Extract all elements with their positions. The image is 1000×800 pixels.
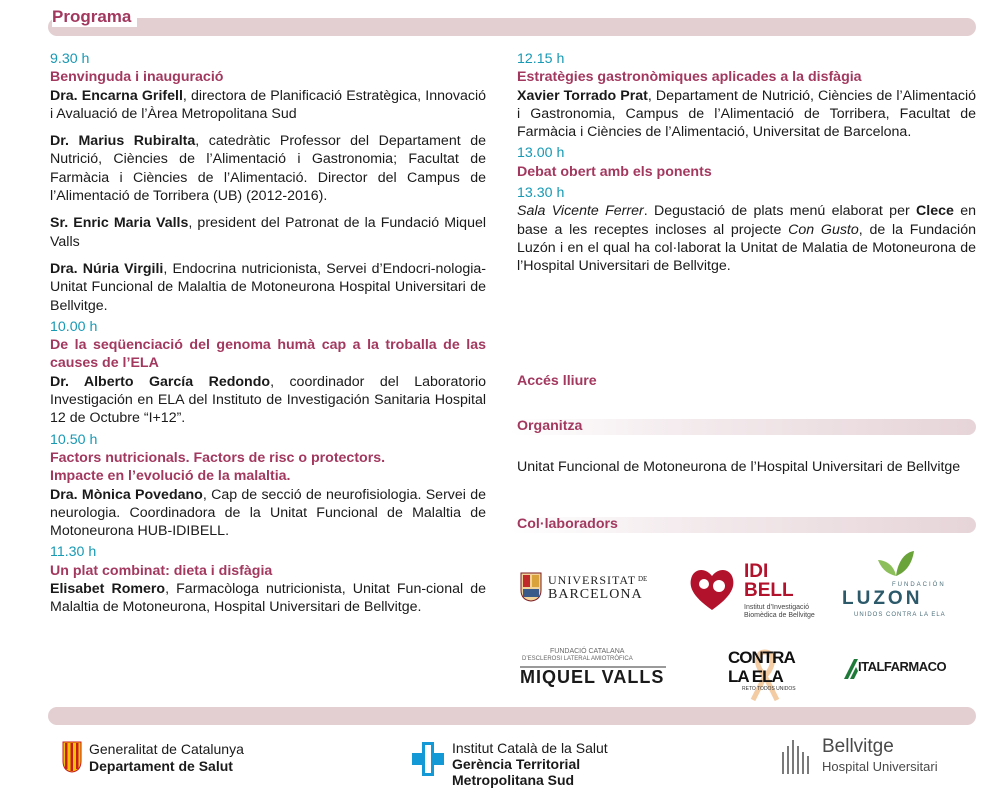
session-title: Estratègies gastronòmiques aplicades a la disfàgia [517,69,862,86]
italfarmaco-mark-icon [842,657,858,679]
bellvitge-bars-icon [780,738,816,774]
speaker-entry: Xavier Torrado Prat, Departament de Nutrició, Ciències de l’Alimentació i Gastronomia, Campus de l’Alimentació de Torribera, Facultat de Farmàcia i Ciències de l’Alimentació, Universitat de Barcelona. [517,87,976,141]
ub-logo: UNIVERSITAT DE BARCELONA [520,570,660,608]
leaf-icon [876,548,916,578]
time-label: 13.30 h [517,185,565,202]
generalitat-flag-icon [62,741,82,773]
speaker-entry: Dra. Encarna Grifell, directora de Planificació Estratègica, Innovació i Avaluació de l’Àrea Metropolitana Sud [50,87,487,122]
time-label: 9.30 h [50,51,90,67]
speaker-entry: Dra. Mònica Povedano, Cap de secció de neurofisiologia. Servei de neurologia. Coordinadora de la Unitat Funcional de Malaltia de Motoneurona HUB-IDIBELL. [50,486,487,540]
time-label: 11.30 h [50,544,97,561]
speaker-entry: Dr. Marius Rubiralta, catedràtic Professor del Departament de Nutrició, Ciències de l’Alimentació i Gastronomia; Facultat de Farmàcia i Ciències de l’Alimentació. Director del Campus de l’Alimentació de Torribera (UB) (2012-2016). [50,133,486,205]
access-label: Accés lliure [517,373,597,389]
organiza-text: Unitat Funcional de Motoneurona de l’Hospital Universitari de Bellvitge [517,459,961,475]
session-title: De la seqüenciació del genoma humà cap a la troballa de las causes de l’ELA [50,337,486,372]
collab-label: Col·laboradors [517,516,618,532]
right-column [517,50,976,276]
time-label: 12.15 h [517,51,565,67]
session-title-line2: Impacte en l’evolució de la malaltia. [50,468,291,485]
session-title: Benvinguda i inauguració [50,69,224,86]
time-label: 10.50 h [50,431,98,448]
organiza-label: Organitza [517,418,583,434]
speaker-entry: Dra. Núria Virgili, Endocrina nutricionista, Servei d’Endocri-nologia- Unitat Funcional de Malaltia de Motoneurona Hospital Universitari de Bellvitge. [50,260,486,314]
miquel-valls-logo: FUNDACIÓ CATALANA D’ESCLEROSI LATERAL AMIOTRÒFICA MIQUEL VALLS [520,648,665,687]
left-column [50,50,486,617]
ics-logo: Institut Català de la Salut Gerència Territorial Metropolitana Sud [412,740,652,792]
time-label: 13.00 h [517,145,565,162]
header-band [48,18,976,36]
luzon-logo: FUNDACIÓN LUZON UNIDOS CONTRA LA ELA [840,548,950,622]
idibell-heart-icon [686,564,738,614]
speaker-entry: Sr. Enric Maria Valls, president del Patronat de la Fundació Miquel Valls [50,215,487,250]
bellvitge-logo: Bellvitge Hospital Universitari [780,736,980,780]
page-title: Programa [52,7,137,27]
session-title: Un plat combinat: dieta i disfàgia [50,562,273,579]
speaker-entry: Elisabet Romero, Farmacòloga nutricionista, Unitat Fun-cional de Malaltia de Motoneurona, Hospital Universitari de Bellvitge. [50,581,486,616]
italfarmaco-logo: ITALFARMACO [842,655,954,681]
ub-shield-icon [520,572,542,602]
idibell-logo: IDI BELL Institut d’Investigació Biomèdica de Bellvitge [686,560,816,622]
speaker-entry: Dr. Alberto García Redondo, coordinador del Laboratorio Investigación en ELA del Instituto de Investigación Sanitaria Hospital 12 de Octubre “I+12”. [50,373,486,427]
contra-la-ela-logo: CONTRA LA ELA RETO TODOS UNIDOS [720,646,810,706]
ics-cross-icon [412,742,444,776]
generalitat-logo: Generalitat de Catalunya Departament de Salut [62,739,292,779]
time-label: 10.00 h [50,318,98,335]
session-title: Debat obert amb els ponents [517,163,712,180]
tasting-description: Sala Vicente Ferrer. Degustació de plats menú elaborat per Clece en base a les receptes incloses al projecte Con Gusto, de la Fundación Luzón i en el qual ha col·laborat la Unitat de Malatia de Motoneurona de l’Hospital Universitari de Bellvitge. [517,203,976,275]
footer-band [48,707,976,725]
session-title: Factors nutricionals. Factors de risc o protectors. [50,449,386,466]
